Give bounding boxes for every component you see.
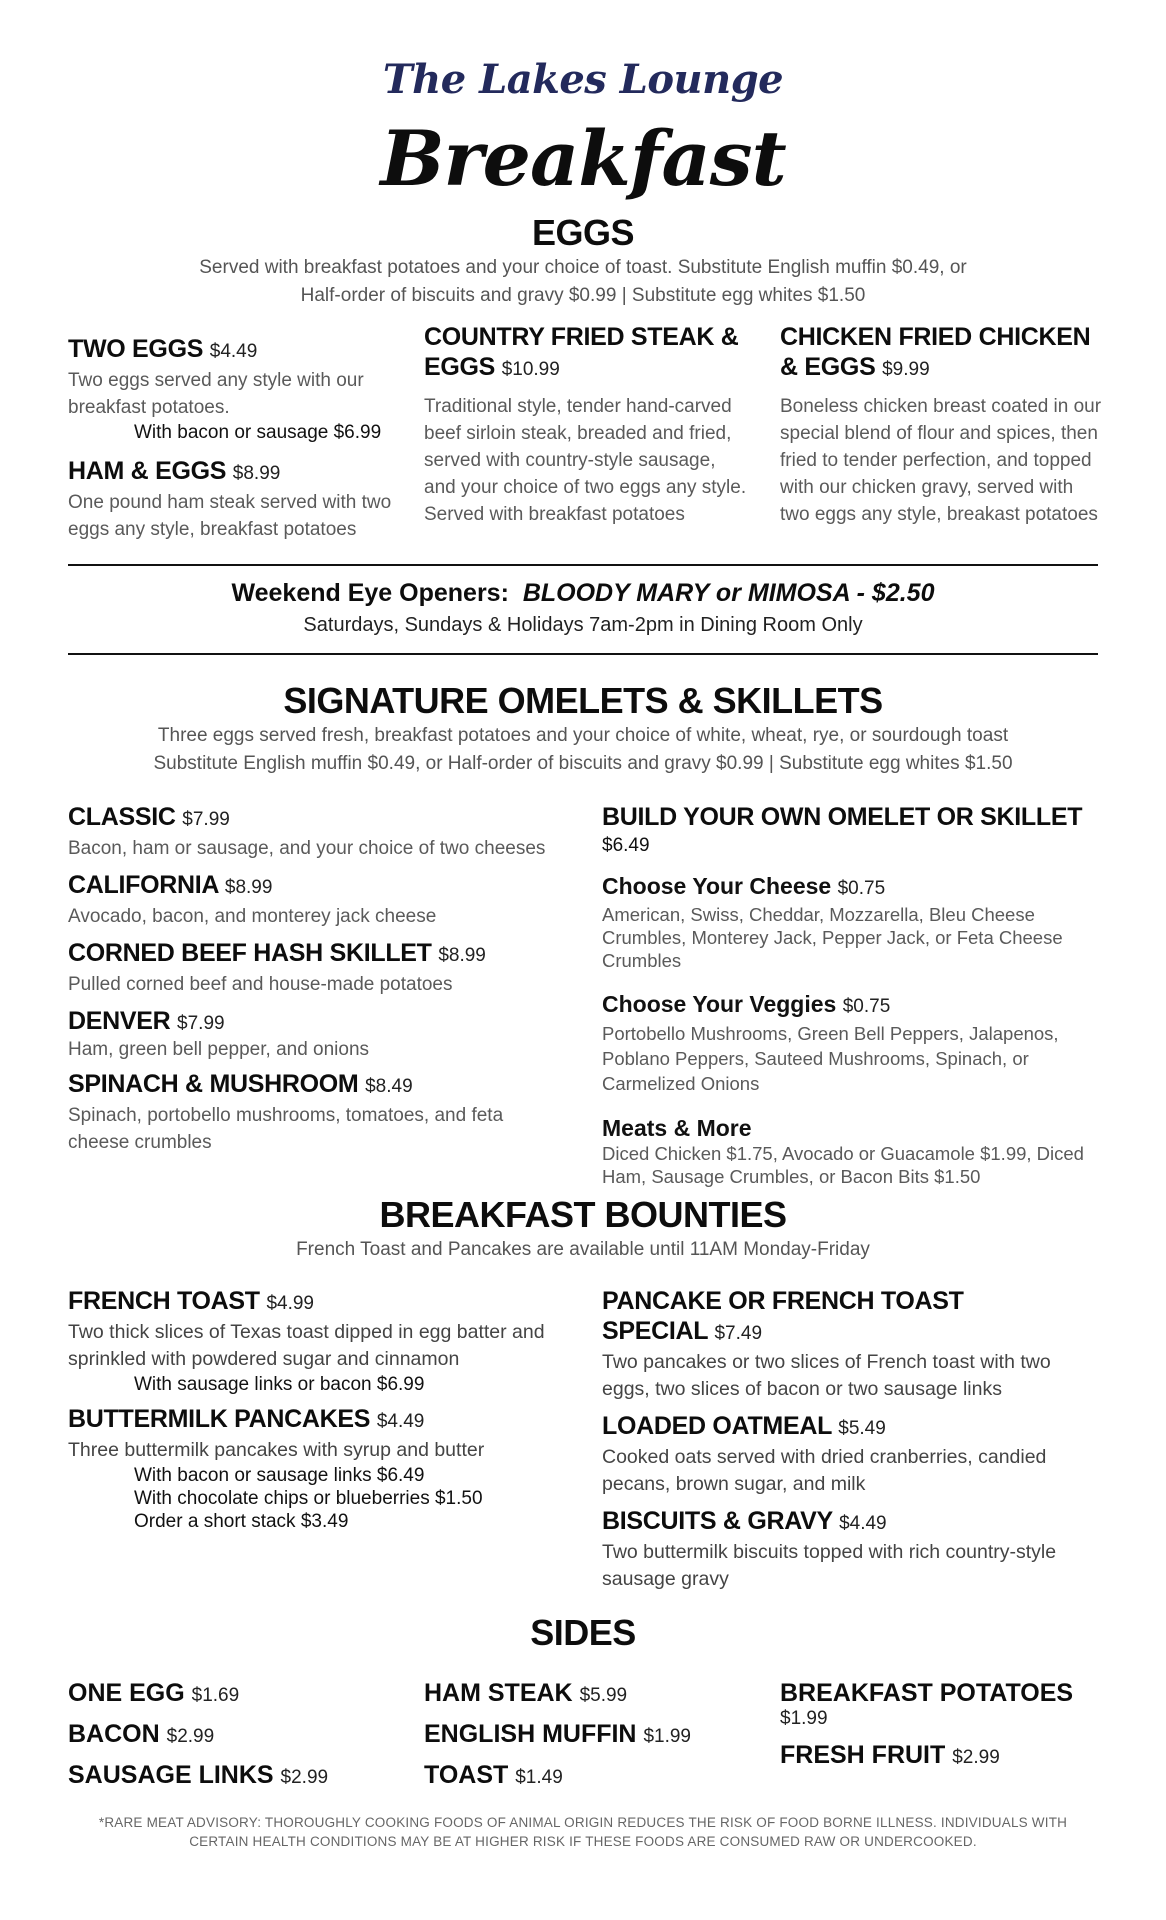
item-name: PANCAKE OR FRENCH TOAST SPECIAL $7.49 [602, 1287, 964, 1345]
eggs-col-1 [68, 334, 398, 543]
item-price: $7.49 [714, 1323, 763, 1344]
item-price: $5.49 [838, 1418, 886, 1439]
sides-col-3 [780, 1678, 1110, 1781]
item-addon: With bacon or sausage $6.99 [134, 422, 382, 443]
item-price: $8.99 [224, 877, 273, 898]
item-name: CLASSIC $7.99 [68, 803, 230, 831]
option-desc: Diced Chicken $1.75, Avocado or Guacamole $1.99, Diced Ham, Sausage Crumbles, or Bacon Bits $1.50 [602, 1143, 1084, 1187]
bounties-note: French Toast and Pancakes are available until 11AM Monday-Friday [296, 1239, 870, 1260]
item-name: BISCUITS & GRAVY $4.49 [602, 1507, 887, 1535]
item-name: FRENCH TOAST $4.99 [68, 1287, 314, 1315]
item-price: $8.99 [438, 945, 486, 966]
option-name: Meats & More [602, 1115, 752, 1141]
side-item: SAUSAGE LINKS $2.99 [68, 1761, 329, 1789]
omelets-title: SIGNATURE OMELETS & SKILLETS [283, 680, 883, 721]
item-name: CORNED BEEF HASH SKILLET $8.99 [68, 939, 486, 967]
item-price: $8.99 [232, 463, 281, 484]
item-desc: Two thick slices of Texas toast dipped in egg batter and sprinkled with powdered sugar and cinnamon [68, 1321, 545, 1370]
side-price: $1.99 [780, 1708, 828, 1729]
weekend-banner-sub: Saturdays, Sundays & Holidays 7am-2pm in Dining Room Only [303, 614, 863, 636]
item-name: HAM & EGGS $8.99 [68, 457, 281, 485]
item-desc: Ham, green bell pepper, and onions [68, 1039, 370, 1060]
item-addon: With sausage links or bacon $6.99 [134, 1374, 425, 1395]
item-price: $9.99 [882, 359, 930, 380]
omelets-col-1 [68, 802, 568, 1156]
item-desc: Two pancakes or two slices of French toast with two eggs, two slices of bacon or two sausage links [602, 1351, 1051, 1400]
side-item: ONE EGG $1.69 [68, 1679, 240, 1707]
weekend-banner-title: Weekend Eye Openers: BLOODY MARY or MIMOSA - $2.50 [231, 579, 935, 607]
item-price: $7.99 [182, 809, 230, 830]
item-desc: Three buttermilk pancakes with syrup and butter [68, 1439, 485, 1461]
item-desc: Spinach, portobello mushrooms, tomatoes, and feta cheese crumbles [68, 1105, 504, 1153]
option-desc: American, Swiss, Cheddar, Mozzarella, Bleu Cheese Crumbles, Monterey Jack, Pepper Jack, or Feta Cheese Crumbles [602, 904, 1063, 971]
item-price: $10.99 [501, 359, 560, 380]
item-desc: One pound ham steak served with two eggs any style, breakfast potatoes [68, 492, 392, 540]
item-name: BUTTERMILK PANCAKES $4.49 [68, 1405, 425, 1433]
item-price: $4.49 [839, 1513, 887, 1534]
side-item: BACON $2.99 [68, 1720, 215, 1748]
item-addon: Order a short stack $3.49 [134, 1511, 349, 1532]
side-item: FRESH FRUIT $2.99 [780, 1741, 1000, 1769]
item-price: $4.99 [266, 1293, 314, 1314]
omelets-note: Three eggs served fresh, breakfast potatoes and your choice of white, wheat, rye, or sourdough toast Substitute English muffin $0.49, or Half-order of biscuits and gravy $0.99 | Substitute egg whites $1.50 [153, 725, 1013, 774]
item-name: CHICKEN FRIED CHICKEN & EGGS $9.99 [780, 323, 1091, 381]
item-name: COUNTRY FRIED STEAK & EGGS $10.99 [424, 323, 739, 381]
item-price: $7.99 [177, 1013, 225, 1034]
eggs-title: EGGS [531, 212, 635, 253]
item-price: $8.49 [365, 1076, 413, 1097]
option-price: $0.75 [837, 878, 886, 899]
item-name: LOADED OATMEAL $5.49 [602, 1412, 886, 1440]
item-name: SPINACH & MUSHROOM $8.49 [68, 1070, 413, 1098]
item-desc: Two eggs served any style with our breakfast potatoes. [68, 370, 364, 418]
item-desc: Boneless chicken breast coated in our special blend of flour and spices, then fried to tender perfection, and topped with our chicken gravy, served with two eggs any style, breakast potatoes [780, 396, 1102, 525]
item-desc: Bacon, ham or sausage, and your choice of two cheeses [68, 838, 546, 859]
bounties-col-1 [68, 1286, 578, 1533]
divider-bottom [68, 653, 1098, 655]
venue-name: The Lakes Lounge [382, 56, 784, 103]
bounties-title: BREAKFAST BOUNTIES [379, 1194, 787, 1235]
eggs-col-2 [424, 322, 749, 528]
menu-title: Breakfast [380, 114, 786, 203]
omelets-col-2 [602, 802, 1102, 1188]
build-your-own-title: BUILD YOUR OWN OMELET OR SKILLET [602, 803, 1083, 831]
eggs-col-3 [780, 322, 1105, 528]
item-name: CALIFORNIA $8.99 [68, 871, 273, 899]
rare-meat-advisory: *RARE MEAT ADVISORY: THOROUGHLY COOKING FOODS OF ANIMAL ORIGIN REDUCES THE RISK OF FOOD BORNE ILLNESS. INDIVIDUALS WITH CERTAIN HEALTH CONDITIONS MAY BE AT HIGHER RISK IF THESE FOODS ARE CONSUMED RAW OR UNDERCOOKED. [98, 1815, 1068, 1849]
item-price: $4.49 [376, 1411, 425, 1432]
item-price: $4.49 [209, 341, 258, 362]
divider-top [68, 564, 1098, 566]
eggs-note: Served with breakfast potatoes and your choice of toast. Substitute English muffin $0.49, or Half-order of biscuits and gravy $0.99 | Substitute egg whites $1.50 [199, 257, 967, 306]
sides-col-1 [68, 1678, 398, 1801]
item-desc: Two buttermilk biscuits topped with rich country-style sausage gravy [602, 1541, 1057, 1590]
build-your-own-price: $6.49 [602, 835, 650, 856]
side-item: HAM STEAK $5.99 [424, 1679, 628, 1707]
item-desc: Cooked oats served with dried cranberries, candied pecans, brown sugar, and milk [602, 1446, 1047, 1495]
item-addon: With chocolate chips or blueberries $1.50 [134, 1488, 483, 1509]
side-item: ENGLISH MUFFIN $1.99 [424, 1720, 691, 1748]
option-name: Choose Your Cheese $0.75 [602, 873, 886, 899]
sides-title: SIDES [530, 1612, 636, 1653]
item-desc: Traditional style, tender hand-carved beef sirloin steak, breaded and fried, served with country-style sausage, and your choice of two eggs any style. Served with breakfast potatoes [424, 396, 747, 525]
option-name: Choose Your Veggies $0.75 [602, 991, 891, 1017]
side-item: BREAKFAST POTATOES [780, 1679, 1074, 1707]
item-addon: With bacon or sausage links $6.49 [134, 1465, 425, 1486]
item-desc: Avocado, bacon, and monterey jack cheese [68, 906, 437, 927]
item-name: TWO EGGS $4.49 [68, 335, 258, 363]
item-name: DENVER $7.99 [68, 1007, 225, 1035]
side-item: TOAST $1.49 [424, 1761, 563, 1789]
sides-col-2 [424, 1678, 754, 1801]
option-price: $0.75 [842, 996, 891, 1017]
bounties-col-2 [602, 1286, 1102, 1593]
item-desc: Pulled corned beef and house-made potatoes [68, 974, 453, 995]
option-desc: Portobello Mushrooms, Green Bell Peppers, Jalapenos, Poblano Peppers, Sauteed Mushrooms, Spinach, or Carmelized Onions [602, 1023, 1059, 1094]
